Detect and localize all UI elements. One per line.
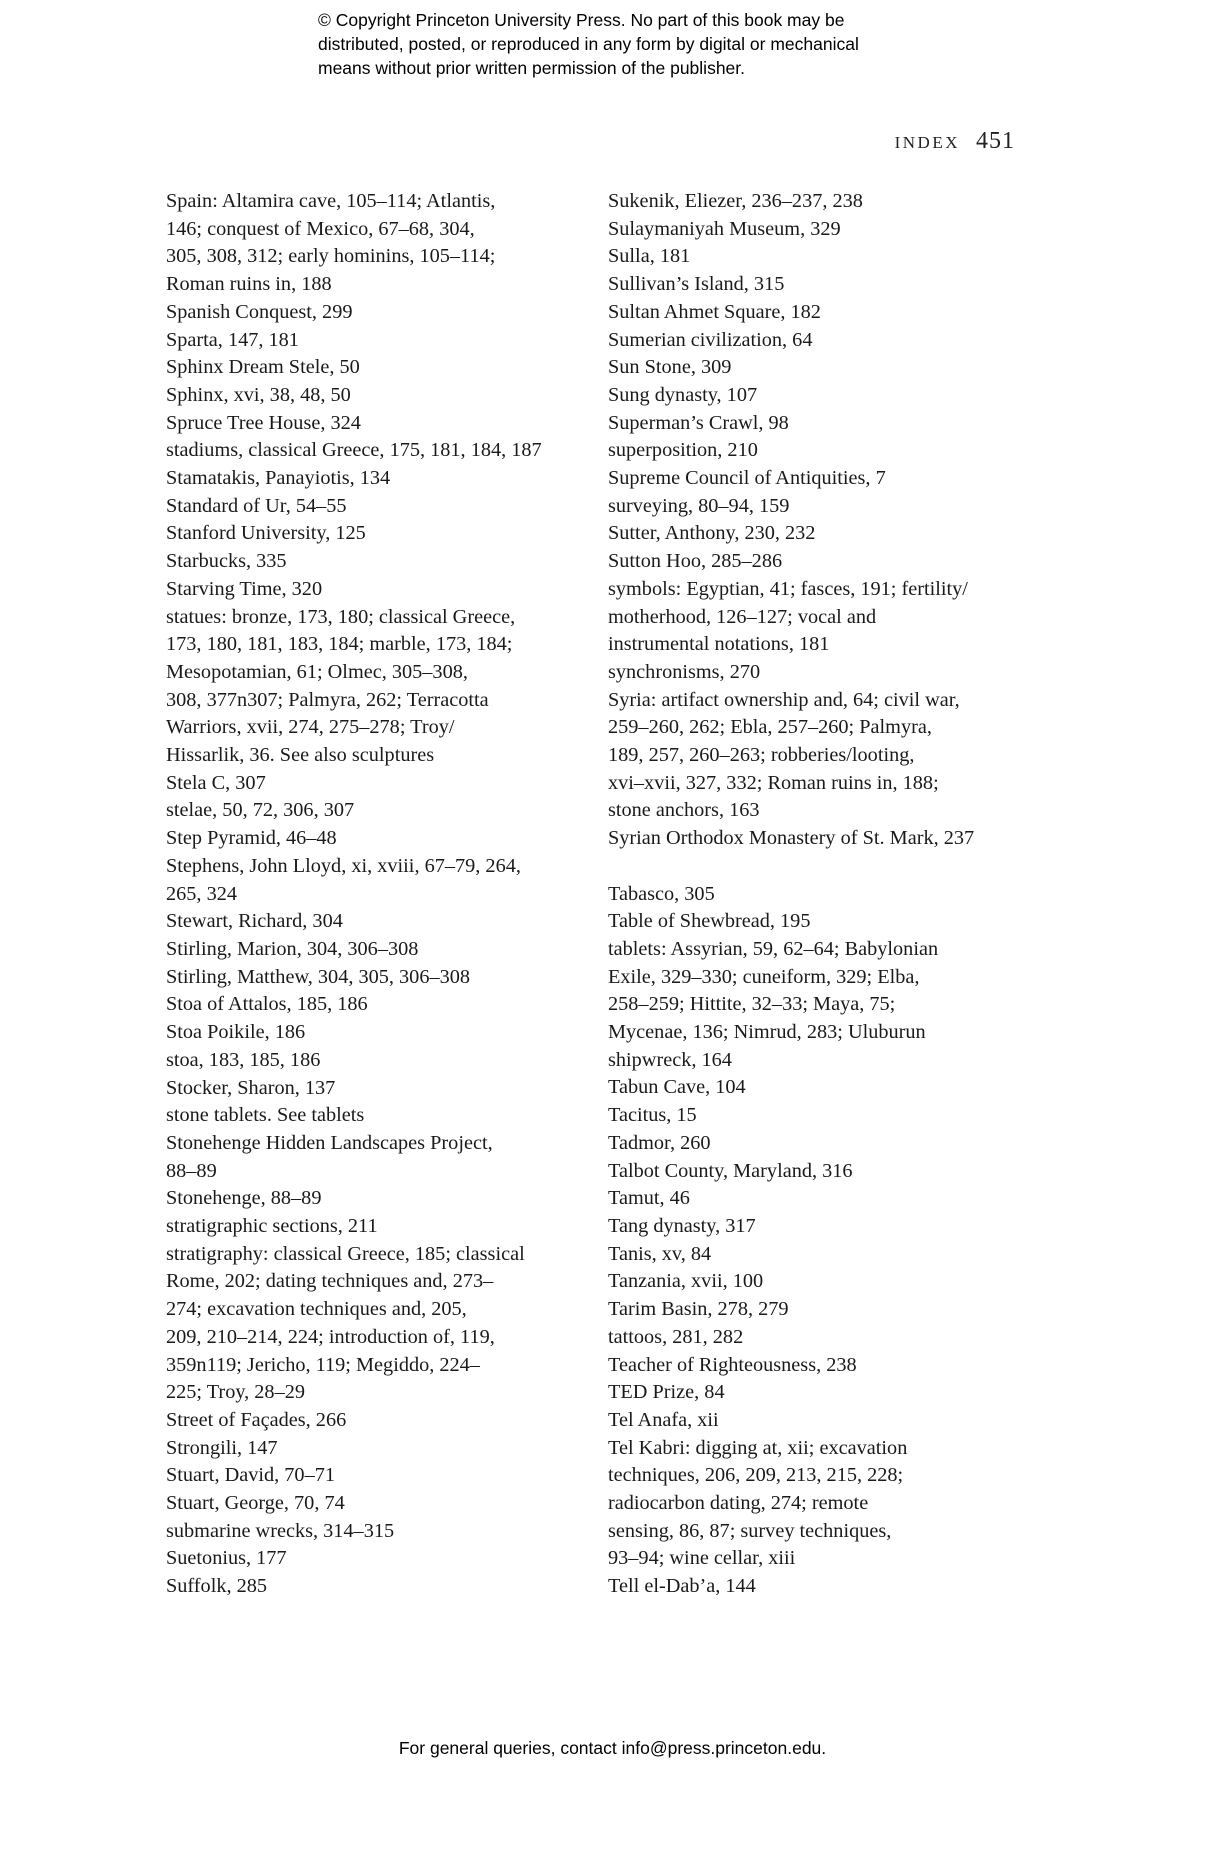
index-entry-line: Stirling, Matthew, 304, 305, 306–308 bbox=[166, 965, 471, 988]
index-entry-line: Stonehenge, 88–89 bbox=[166, 1187, 322, 1210]
index-entry-line: Tel Anafa, xii bbox=[608, 1408, 719, 1431]
index-entry bbox=[608, 1185, 1048, 1213]
index-entry-line: tattoos, 281, 282 bbox=[608, 1325, 744, 1348]
index-entry bbox=[166, 437, 596, 465]
index-entry-line: stelae, 50, 72, 306, 307 bbox=[166, 799, 355, 822]
index-entry-line: Tamut, 46 bbox=[608, 1187, 690, 1210]
index-entry-line: stratigraphic sections, 211 bbox=[166, 1215, 378, 1238]
index-entry-line: Sphinx Dream Stele, 50 bbox=[166, 356, 360, 379]
index-entry bbox=[166, 576, 596, 604]
index-entry-line: Stanford University, 125 bbox=[166, 522, 366, 545]
index-entry bbox=[608, 1379, 1048, 1407]
index-entry bbox=[608, 382, 1048, 410]
index-entry bbox=[166, 548, 596, 576]
index-entry bbox=[608, 1241, 1048, 1269]
index-entry-line: stadiums, classical Greece, 175, 181, 184, 187 bbox=[166, 439, 542, 462]
index-entry bbox=[166, 1075, 596, 1103]
index-entry-line: Tarim Basin, 278, 279 bbox=[608, 1298, 789, 1321]
index-entry-line: 265, 324 bbox=[166, 882, 237, 905]
running-head bbox=[895, 128, 1015, 155]
index-entry-line: Tabun Cave, 104 bbox=[608, 1076, 746, 1099]
index-entry bbox=[608, 243, 1048, 271]
index-entry bbox=[166, 327, 596, 355]
index-entry-line: submarine wrecks, 314–315 bbox=[166, 1519, 395, 1542]
index-entry bbox=[608, 299, 1048, 327]
index-entry-line: xvi–xvii, 327, 332; Roman ruins in, 188; bbox=[608, 771, 939, 794]
index-entry-line: Stephens, John Lloyd, xi, xviii, 67–79, 264, bbox=[166, 854, 521, 877]
index-column-left bbox=[166, 188, 596, 1601]
index-entry bbox=[166, 520, 596, 548]
index-entry bbox=[608, 687, 1048, 826]
index-entry-line: 225; Troy, 28–29 bbox=[166, 1381, 305, 1404]
index-entry-line: tablets: Assyrian, 59, 62–64; Babylonian bbox=[608, 937, 939, 960]
index-entry bbox=[166, 354, 596, 382]
copyright-line: © Copyright Princeton University Press. No part of this book may be bbox=[318, 10, 845, 30]
footer-contact: For general queries, contact info@press.princeton.edu. bbox=[398, 1738, 827, 1758]
index-entry bbox=[608, 881, 1048, 909]
index-entry-line: Mesopotamian, 61; Olmec, 305–308, bbox=[166, 660, 468, 683]
index-entry bbox=[166, 825, 596, 853]
index-entry bbox=[166, 382, 596, 410]
index-entry-line: Table of Shewbread, 195 bbox=[608, 910, 811, 933]
index-entry bbox=[608, 1268, 1048, 1296]
index-entry bbox=[608, 216, 1048, 244]
index-entry bbox=[608, 354, 1048, 382]
index-entry-line: Stirling, Marion, 304, 306–308 bbox=[166, 937, 419, 960]
index-entry bbox=[608, 437, 1048, 465]
index-entry-line: 305, 308, 312; early hominins, 105–114; bbox=[166, 245, 496, 268]
index-entry-line: Stoa of Attalos, 185, 186 bbox=[166, 993, 368, 1016]
index-entry-line: Sung dynasty, 107 bbox=[608, 383, 758, 406]
index-entry-line: Sulaymaniyah Museum, 329 bbox=[608, 217, 841, 240]
index-entry-line: Rome, 202; dating techniques and, 273– bbox=[166, 1270, 494, 1293]
index-entry-line: Warriors, xvii, 274, 275–278; Troy/ bbox=[166, 716, 455, 739]
index-entry-line: superposition, 210 bbox=[608, 439, 758, 462]
index-entry bbox=[166, 1462, 596, 1490]
index-entry bbox=[608, 410, 1048, 438]
index-entry-line: Stoa Poikile, 186 bbox=[166, 1021, 306, 1044]
index-entry-line: 274; excavation techniques and, 205, bbox=[166, 1298, 467, 1321]
index-entry-line: Spruce Tree House, 324 bbox=[166, 411, 361, 434]
index-entry bbox=[166, 1435, 596, 1463]
index-entry-line: Stonehenge Hidden Landscapes Project, bbox=[166, 1131, 493, 1154]
index-entry bbox=[166, 1518, 596, 1546]
index-entry-line: 93–94; wine cellar, xiii bbox=[608, 1547, 796, 1570]
index-entry-line: Spanish Conquest, 299 bbox=[166, 300, 353, 323]
index-entry-line: Sutton Hoo, 285–286 bbox=[608, 550, 783, 573]
index-entry bbox=[166, 964, 596, 992]
index-entry-line: Suffolk, 285 bbox=[166, 1575, 268, 1598]
index-entry bbox=[608, 188, 1048, 216]
index-entry-line: Tell el-Dab’a, 144 bbox=[608, 1575, 756, 1598]
index-entry-line: 173, 180, 181, 183, 184; marble, 173, 184; bbox=[166, 633, 513, 656]
index-entry-line: Sultan Ahmet Square, 182 bbox=[608, 300, 821, 323]
index-entry-line: Sullivan’s Island, 315 bbox=[608, 273, 785, 296]
index-entry-line: Mycenae, 136; Nimrud, 283; Uluburun bbox=[608, 1021, 926, 1044]
index-entry-line: 359n119; Jericho, 119; Megiddo, 224– bbox=[166, 1353, 480, 1376]
index-entry bbox=[166, 936, 596, 964]
index-entry-line: Syria: artifact ownership and, 64; civil war, bbox=[608, 688, 960, 711]
index-entry-line: 88–89 bbox=[166, 1159, 217, 1182]
page-number: 451 bbox=[976, 128, 1015, 154]
index-entry-line: Tabasco, 305 bbox=[608, 882, 715, 905]
index-entry-line: statues: bronze, 173, 180; classical Greece, bbox=[166, 605, 516, 628]
index-entry-line: Stewart, Richard, 304 bbox=[166, 910, 343, 933]
index-entry bbox=[608, 1296, 1048, 1324]
index-entry-line: Stamatakis, Panayiotis, 134 bbox=[166, 467, 391, 490]
index-entry-line: Tanis, xv, 84 bbox=[608, 1242, 712, 1265]
index-entry bbox=[608, 825, 1048, 853]
index-entry bbox=[608, 1573, 1048, 1601]
index-entry-line: Teacher of Righteousness, 238 bbox=[608, 1353, 857, 1376]
index-entry bbox=[608, 1158, 1048, 1186]
index-entry-line: Talbot County, Maryland, 316 bbox=[608, 1159, 853, 1182]
index-entry bbox=[166, 1185, 596, 1213]
index-entry-line: Standard of Ur, 54–55 bbox=[166, 494, 347, 517]
index-entry bbox=[608, 1352, 1048, 1380]
index-entry-line: sensing, 86, 87; survey techniques, bbox=[608, 1519, 892, 1542]
index-entry-line: Superman’s Crawl, 98 bbox=[608, 411, 789, 434]
index-entry bbox=[166, 1490, 596, 1518]
index-entry bbox=[166, 1573, 596, 1601]
index-entry bbox=[608, 271, 1048, 299]
index-entry bbox=[166, 493, 596, 521]
index-entry bbox=[166, 1407, 596, 1435]
index-entry-line: 146; conquest of Mexico, 67–68, 304, bbox=[166, 217, 475, 240]
index-column-right bbox=[608, 188, 1048, 1601]
index-entry-line: Stuart, George, 70, 74 bbox=[166, 1492, 345, 1515]
index-entry bbox=[166, 991, 596, 1019]
index-entry bbox=[166, 410, 596, 438]
index-entry bbox=[166, 1019, 596, 1047]
index-entry-line: 258–259; Hittite, 32–33; Maya, 75; bbox=[608, 993, 896, 1016]
index-entry bbox=[166, 188, 596, 299]
index-entry-line: Starbucks, 335 bbox=[166, 550, 287, 573]
index-entry-line: Sukenik, Eliezer, 236–237, 238 bbox=[608, 190, 863, 212]
index-entry bbox=[608, 465, 1048, 493]
index-entry-line: stone tablets. See tablets bbox=[166, 1104, 365, 1127]
index-entry-line: Strongili, 147 bbox=[166, 1436, 278, 1459]
index-entry-line: Stela C, 307 bbox=[166, 771, 266, 794]
index-entry bbox=[608, 548, 1048, 576]
index-entry-line: Hissarlik, 36. See also sculptures bbox=[166, 744, 435, 767]
index-entry-line: Sutter, Anthony, 230, 232 bbox=[608, 522, 816, 545]
index-entry-line: Supreme Council of Antiquities, 7 bbox=[608, 467, 886, 490]
copyright-line: distributed, posted, or reproduced in any form by digital or mechanical bbox=[318, 34, 859, 54]
index-entry bbox=[608, 936, 1048, 1075]
index-entry-line: Tang dynasty, 317 bbox=[608, 1215, 756, 1237]
index-entry-line: stoa, 183, 185, 186 bbox=[166, 1048, 321, 1071]
index-entry-line: 189, 257, 260–263; robberies/looting, bbox=[608, 744, 915, 767]
index-entry bbox=[166, 1130, 596, 1185]
index-entry bbox=[166, 797, 596, 825]
index-entry-line: Tanzania, xvii, 100 bbox=[608, 1270, 764, 1293]
index-entry bbox=[166, 1047, 596, 1075]
index-entry-line: Syrian Orthodox Monastery of St. Mark, 237 bbox=[608, 827, 975, 850]
index-entry-line: Stocker, Sharon, 137 bbox=[166, 1076, 336, 1099]
index-entry-line: stone anchors, 163 bbox=[608, 799, 760, 822]
index-entry-line: 209, 210–214, 224; introduction of, 119, bbox=[166, 1325, 495, 1348]
index-entry-line: Sparta, 147, 181 bbox=[166, 328, 299, 351]
index-entry-line: Suetonius, 177 bbox=[166, 1547, 287, 1570]
index-entry-line: symbols: Egyptian, 41; fasces, 191; fertility/ bbox=[608, 577, 968, 600]
index-entry bbox=[608, 1130, 1048, 1158]
index-entry-line: Sumerian civilization, 64 bbox=[608, 328, 813, 351]
index-entry-line: Step Pyramid, 46–48 bbox=[166, 827, 337, 850]
index-entry bbox=[608, 1407, 1048, 1435]
index-entry-line: Sulla, 181 bbox=[608, 245, 691, 268]
index-entry-line: 259–260, 262; Ebla, 257–260; Palmyra, bbox=[608, 716, 932, 739]
index-entry bbox=[608, 1324, 1048, 1352]
index-entry bbox=[608, 1435, 1048, 1574]
index-entry bbox=[166, 908, 596, 936]
index-entry bbox=[166, 299, 596, 327]
index-entry-line: techniques, 206, 209, 213, 215, 228; bbox=[608, 1464, 904, 1487]
index-entry-line: Stuart, David, 70–71 bbox=[166, 1464, 335, 1487]
copyright-notice bbox=[318, 8, 938, 80]
index-entry-line: stratigraphy: classical Greece, 185; classical bbox=[166, 1242, 525, 1265]
index-entry bbox=[608, 1213, 1048, 1241]
index-entry bbox=[166, 465, 596, 493]
index-entry-line: Tadmor, 260 bbox=[608, 1131, 711, 1154]
index-entry-line: radiocarbon dating, 274; remote bbox=[608, 1492, 869, 1515]
index-entry-line: Spain: Altamira cave, 105–114; Atlantis, bbox=[166, 190, 496, 212]
index-entry-line: Starving Time, 320 bbox=[166, 577, 323, 600]
index-entry bbox=[608, 327, 1048, 355]
index-entry-line: instrumental notations, 181 bbox=[608, 633, 830, 656]
index-entry bbox=[166, 1213, 596, 1241]
index-entry bbox=[166, 604, 596, 770]
index-entry bbox=[608, 520, 1048, 548]
index-entry-line: Exile, 329–330; cuneiform, 329; Elba, bbox=[608, 965, 920, 988]
index-entry bbox=[608, 659, 1048, 687]
index-entry-line: Tacitus, 15 bbox=[608, 1104, 697, 1127]
index-entry bbox=[608, 1074, 1048, 1102]
index-entry-line: Sphinx, xvi, 38, 48, 50 bbox=[166, 383, 351, 406]
index-entry-line: synchronisms, 270 bbox=[608, 660, 761, 683]
index-entry bbox=[166, 1545, 596, 1573]
index-entry bbox=[608, 493, 1048, 521]
index-entry bbox=[166, 770, 596, 798]
index-entry-line: Street of Façades, 266 bbox=[166, 1408, 347, 1431]
index-entry bbox=[166, 1102, 596, 1130]
letter-group-spacer bbox=[608, 853, 1048, 881]
copyright-line: means without prior written permission of the publisher. bbox=[318, 58, 746, 78]
index-entry bbox=[608, 576, 1048, 659]
index-entry bbox=[166, 853, 596, 908]
running-head-label: INDEX bbox=[894, 133, 960, 152]
index-entry-line: Tel Kabri: digging at, xii; excavation bbox=[608, 1436, 908, 1459]
index-entry-line: 308, 377n307; Palmyra, 262; Terracotta bbox=[166, 688, 489, 711]
index-entry-line: surveying, 80–94, 159 bbox=[608, 494, 790, 517]
index-entry bbox=[608, 1102, 1048, 1130]
index-entry bbox=[608, 908, 1048, 936]
index-entry-line: Sun Stone, 309 bbox=[608, 356, 732, 379]
index-entry-line: Roman ruins in, 188 bbox=[166, 273, 332, 296]
index-entry-line: shipwreck, 164 bbox=[608, 1048, 732, 1071]
index-entry-line: TED Prize, 84 bbox=[608, 1381, 725, 1404]
index-entry bbox=[166, 1241, 596, 1407]
index-entry-line: motherhood, 126–127; vocal and bbox=[608, 605, 877, 628]
